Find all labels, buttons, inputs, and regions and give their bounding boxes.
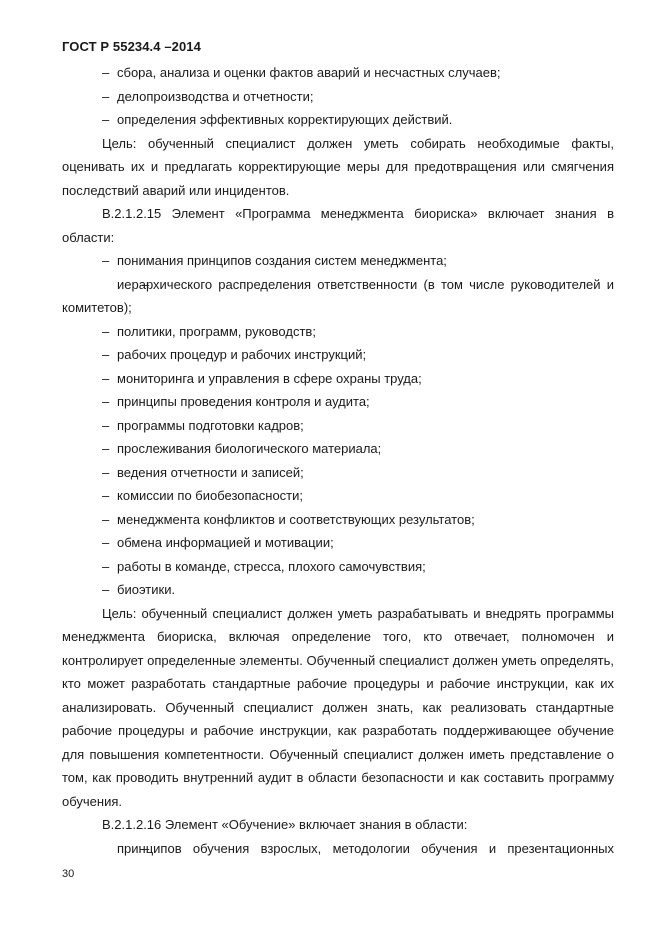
list-item: – обмена информацией и мотивации; bbox=[62, 531, 614, 555]
list-item: – сбора, анализа и оценки фактов аварий и несчастных случаев; bbox=[62, 61, 614, 85]
list-item: – рабочих процедур и рабочих инструкций; bbox=[62, 343, 614, 367]
list-item: – принципов обучения взрослых, методологии обучения и презентационных bbox=[62, 837, 614, 861]
list-item: – иерархического распределения ответственности (в том числе руководителей и комитетов); bbox=[62, 273, 614, 320]
document-body bbox=[62, 61, 614, 860]
section-heading-15: В.2.1.2.15 Элемент «Программа менеджмента биориска» включает знания в области: bbox=[62, 206, 614, 245]
goal-paragraph: Цель: обученный специалист должен уметь собирать необходимые факты, оценивать их и предлагать корректирующие меры для предотвращения или смягчения последствий аварий или инцидентов. bbox=[62, 135, 614, 198]
list-item: – принципы проведения контроля и аудита; bbox=[62, 390, 614, 414]
list-item: – мониторинга и управления в сфере охраны труда; bbox=[62, 367, 614, 391]
section-heading-16: В.2.1.2.16 Элемент «Обучение» включает знания в области: bbox=[102, 817, 468, 832]
list-item: – понимания принципов создания систем менеджмента; bbox=[62, 249, 614, 273]
list-item: – программы подготовки кадров; bbox=[62, 414, 614, 438]
goal-paragraph: Цель: обученный специалист должен уметь разрабатывать и внедрять программы менеджмента биориска, включая определение того, кто отвечает, полномочен и контролирует определенные элементы. Обученный специалист должен уметь определять, кто может разработать стандартные рабочие процедуры и рабочие инструкции, как их анализировать. Обученный специалист должен знать, как реализовать стандартные рабочие процедуры и рабочие инструкции, как разработать поддерживающее обучение для повышения компетентности. Обученный специалист должен иметь представление о том, как проводить внутренний аудит в области безопасности и как составить программу обучения. bbox=[62, 605, 614, 809]
list-item: – менеджмента конфликтов и соответствующих результатов; bbox=[62, 508, 614, 532]
list-item: – политики, программ, руководств; bbox=[62, 320, 614, 344]
page-number: 30 bbox=[62, 868, 75, 880]
list-item: – прослеживания биологического материала; bbox=[62, 437, 614, 461]
document-header: ГОСТ Р 55234.4 –2014 bbox=[62, 39, 201, 54]
list-item: – биоэтики. bbox=[62, 578, 614, 602]
list-item: – делопроизводства и отчетности; bbox=[62, 85, 614, 109]
list-item: – ведения отчетности и записей; bbox=[62, 461, 614, 485]
list-item: – работы в команде, стресса, плохого самочувствия; bbox=[62, 555, 614, 579]
list-item: – комиссии по биобезопасности; bbox=[62, 484, 614, 508]
list-item: – определения эффективных корректирующих действий. bbox=[62, 108, 614, 132]
